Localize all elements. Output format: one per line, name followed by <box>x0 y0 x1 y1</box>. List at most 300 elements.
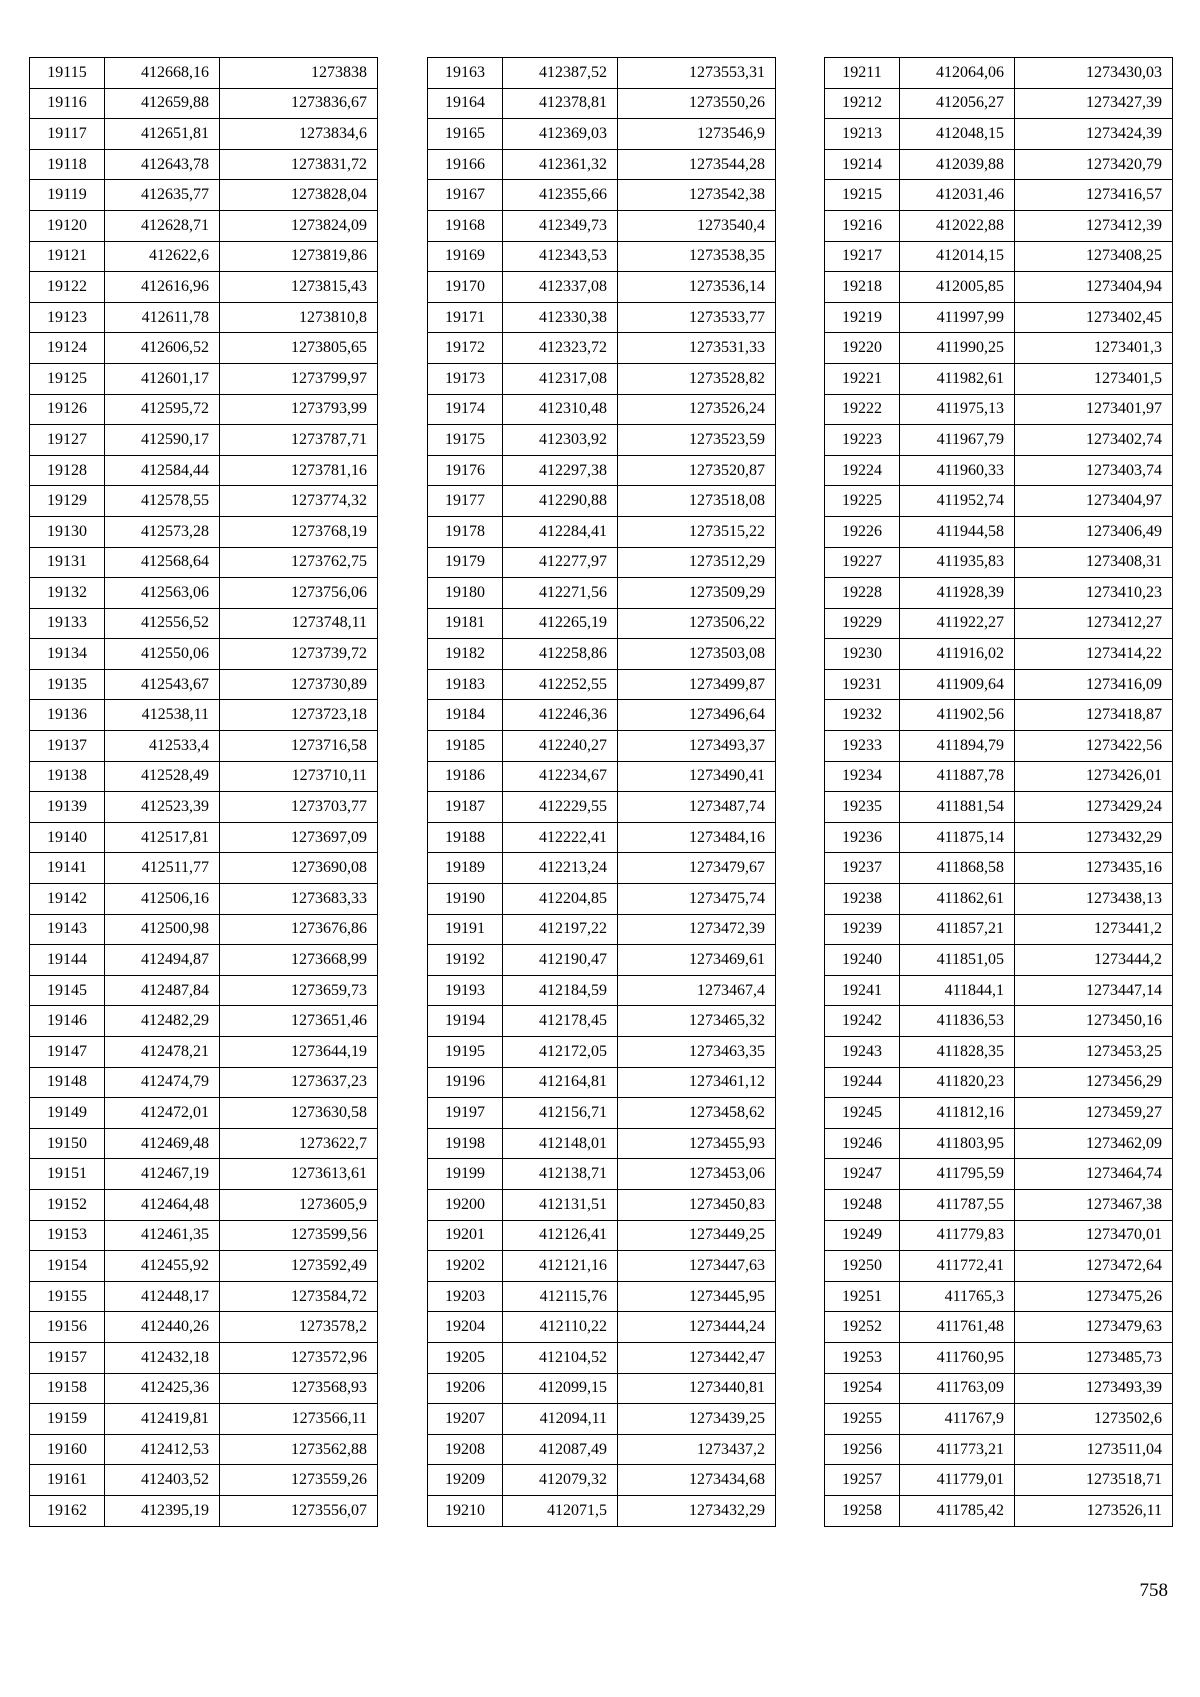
table-row <box>30 363 378 394</box>
x-coordinate-cell: 412474,79 <box>105 1067 220 1098</box>
table-row <box>428 1312 776 1343</box>
point-id-cell: 19223 <box>825 425 900 456</box>
y-coordinate-cell: 1273412,39 <box>1015 210 1173 241</box>
table-row <box>825 425 1173 456</box>
table-row <box>428 547 776 578</box>
y-coordinate-cell: 1273533,77 <box>618 302 776 333</box>
y-coordinate-cell: 1273416,09 <box>1015 669 1173 700</box>
x-coordinate-cell: 412550,06 <box>105 639 220 670</box>
table-row <box>825 1159 1173 1190</box>
x-coordinate-cell: 412584,44 <box>105 455 220 486</box>
x-coordinate-cell: 412461,35 <box>105 1220 220 1251</box>
x-coordinate-cell: 411916,02 <box>900 639 1015 670</box>
table-row <box>825 608 1173 639</box>
x-coordinate-cell: 412284,41 <box>503 516 618 547</box>
point-id-cell: 19232 <box>825 700 900 731</box>
y-coordinate-cell: 1273676,86 <box>220 914 378 945</box>
table-row <box>428 1098 776 1129</box>
table-row <box>428 1434 776 1465</box>
x-coordinate-cell: 412500,98 <box>105 914 220 945</box>
y-coordinate-cell: 1273683,33 <box>220 884 378 915</box>
table-row <box>825 1220 1173 1251</box>
table-row <box>30 1251 378 1282</box>
x-coordinate-cell: 411960,33 <box>900 455 1015 486</box>
y-coordinate-cell: 1273432,29 <box>618 1495 776 1526</box>
x-coordinate-cell: 412606,52 <box>105 333 220 364</box>
table-row <box>825 1495 1173 1526</box>
y-coordinate-cell: 1273544,28 <box>618 149 776 180</box>
y-coordinate-cell: 1273568,93 <box>220 1373 378 1404</box>
point-id-cell: 19243 <box>825 1037 900 1068</box>
table-row <box>30 1404 378 1435</box>
point-id-cell: 19208 <box>428 1434 503 1465</box>
x-coordinate-cell: 411990,25 <box>900 333 1015 364</box>
point-id-cell: 19136 <box>30 700 105 731</box>
x-coordinate-cell: 412595,72 <box>105 394 220 425</box>
point-id-cell: 19258 <box>825 1495 900 1526</box>
x-coordinate-cell: 412252,55 <box>503 669 618 700</box>
x-coordinate-cell: 412121,16 <box>503 1251 618 1282</box>
y-coordinate-cell: 1273424,39 <box>1015 119 1173 150</box>
point-id-cell: 19229 <box>825 608 900 639</box>
x-coordinate-cell: 412240,27 <box>503 731 618 762</box>
x-coordinate-cell: 412361,32 <box>503 149 618 180</box>
y-coordinate-cell: 1273406,49 <box>1015 516 1173 547</box>
table-row <box>30 608 378 639</box>
point-id-cell: 19119 <box>30 180 105 211</box>
table-row <box>30 1281 378 1312</box>
table-row <box>825 333 1173 364</box>
x-coordinate-cell: 412056,27 <box>900 88 1015 119</box>
y-coordinate-cell: 1273520,87 <box>618 455 776 486</box>
table-row <box>30 700 378 731</box>
y-coordinate-cell: 1273697,09 <box>220 822 378 853</box>
table-row <box>428 1373 776 1404</box>
point-id-cell: 19124 <box>30 333 105 364</box>
table-row <box>825 1067 1173 1098</box>
y-coordinate-cell: 1273447,63 <box>618 1251 776 1282</box>
point-id-cell: 19121 <box>30 241 105 272</box>
y-coordinate-cell: 1273605,9 <box>220 1189 378 1220</box>
table-row <box>428 1067 776 1098</box>
point-id-cell: 19217 <box>825 241 900 272</box>
y-coordinate-cell: 1273434,68 <box>618 1465 776 1496</box>
point-id-cell: 19127 <box>30 425 105 456</box>
y-coordinate-cell: 1273810,8 <box>220 302 378 333</box>
table-row <box>825 302 1173 333</box>
x-coordinate-cell: 411779,01 <box>900 1465 1015 1496</box>
y-coordinate-cell: 1273572,96 <box>220 1342 378 1373</box>
table-row <box>428 608 776 639</box>
x-coordinate-cell: 411894,79 <box>900 731 1015 762</box>
x-coordinate-cell: 412099,15 <box>503 1373 618 1404</box>
point-id-cell: 19234 <box>825 761 900 792</box>
table-row <box>825 272 1173 303</box>
table-row <box>428 578 776 609</box>
x-coordinate-cell: 411767,9 <box>900 1404 1015 1435</box>
y-coordinate-cell: 1273828,04 <box>220 180 378 211</box>
point-id-cell: 19148 <box>30 1067 105 1098</box>
point-id-cell: 19228 <box>825 578 900 609</box>
x-coordinate-cell: 412616,96 <box>105 272 220 303</box>
point-id-cell: 19126 <box>30 394 105 425</box>
table-row <box>825 394 1173 425</box>
y-coordinate-cell: 1273439,25 <box>618 1404 776 1435</box>
x-coordinate-cell: 412164,81 <box>503 1067 618 1098</box>
table-row <box>30 1189 378 1220</box>
x-coordinate-cell: 412310,48 <box>503 394 618 425</box>
y-coordinate-cell: 1273518,08 <box>618 486 776 517</box>
table-row <box>428 700 776 731</box>
table-row <box>30 149 378 180</box>
x-coordinate-cell: 412246,36 <box>503 700 618 731</box>
y-coordinate-cell: 1273523,59 <box>618 425 776 456</box>
point-id-cell: 19214 <box>825 149 900 180</box>
x-coordinate-cell: 412172,05 <box>503 1037 618 1068</box>
x-coordinate-cell: 412317,08 <box>503 363 618 394</box>
point-id-cell: 19123 <box>30 302 105 333</box>
point-id-cell: 19198 <box>428 1128 503 1159</box>
y-coordinate-cell: 1273515,22 <box>618 516 776 547</box>
y-coordinate-cell: 1273542,38 <box>618 180 776 211</box>
x-coordinate-cell: 412156,71 <box>503 1098 618 1129</box>
table-row <box>428 1342 776 1373</box>
y-coordinate-cell: 1273538,35 <box>618 241 776 272</box>
y-coordinate-cell: 1273546,9 <box>618 119 776 150</box>
y-coordinate-cell: 1273690,08 <box>220 853 378 884</box>
table-row <box>428 853 776 884</box>
table-row <box>428 241 776 272</box>
point-id-cell: 19152 <box>30 1189 105 1220</box>
point-id-cell: 19153 <box>30 1220 105 1251</box>
point-id-cell: 19170 <box>428 272 503 303</box>
table-row <box>30 639 378 670</box>
x-coordinate-cell: 412464,48 <box>105 1189 220 1220</box>
y-coordinate-cell: 1273511,04 <box>1015 1434 1173 1465</box>
table-row <box>825 1037 1173 1068</box>
y-coordinate-cell: 1273599,56 <box>220 1220 378 1251</box>
y-coordinate-cell: 1273716,58 <box>220 731 378 762</box>
point-id-cell: 19227 <box>825 547 900 578</box>
table-row <box>825 210 1173 241</box>
table-row <box>30 486 378 517</box>
x-coordinate-cell: 412115,76 <box>503 1281 618 1312</box>
y-coordinate-cell: 1273459,27 <box>1015 1098 1173 1129</box>
x-coordinate-cell: 412022,88 <box>900 210 1015 241</box>
point-id-cell: 19233 <box>825 731 900 762</box>
point-id-cell: 19147 <box>30 1037 105 1068</box>
x-coordinate-cell: 411922,27 <box>900 608 1015 639</box>
y-coordinate-cell: 1273427,39 <box>1015 88 1173 119</box>
x-coordinate-cell: 412601,17 <box>105 363 220 394</box>
table-row <box>428 914 776 945</box>
y-coordinate-cell: 1273401,3 <box>1015 333 1173 364</box>
x-coordinate-cell: 411935,83 <box>900 547 1015 578</box>
y-coordinate-cell: 1273450,83 <box>618 1189 776 1220</box>
point-id-cell: 19144 <box>30 945 105 976</box>
y-coordinate-cell: 1273710,11 <box>220 761 378 792</box>
x-coordinate-cell: 412039,88 <box>900 149 1015 180</box>
y-coordinate-cell: 1273430,03 <box>1015 58 1173 89</box>
point-id-cell: 19205 <box>428 1342 503 1373</box>
point-id-cell: 19162 <box>30 1495 105 1526</box>
point-id-cell: 19115 <box>30 58 105 89</box>
table-row <box>825 1312 1173 1343</box>
y-coordinate-cell: 1273458,62 <box>618 1098 776 1129</box>
point-id-cell: 19242 <box>825 1006 900 1037</box>
x-coordinate-cell: 412104,52 <box>503 1342 618 1373</box>
y-coordinate-cell: 1273838 <box>220 58 378 89</box>
table-row <box>825 1373 1173 1404</box>
point-id-cell: 19131 <box>30 547 105 578</box>
point-id-cell: 19251 <box>825 1281 900 1312</box>
point-id-cell: 19191 <box>428 914 503 945</box>
table-row <box>30 455 378 486</box>
y-coordinate-cell: 1273739,72 <box>220 639 378 670</box>
table-row <box>30 394 378 425</box>
point-id-cell: 19141 <box>30 853 105 884</box>
y-coordinate-cell: 1273651,46 <box>220 1006 378 1037</box>
x-coordinate-cell: 412412,53 <box>105 1434 220 1465</box>
point-id-cell: 19137 <box>30 731 105 762</box>
table-row <box>825 180 1173 211</box>
point-id-cell: 19117 <box>30 119 105 150</box>
table-row <box>825 792 1173 823</box>
y-coordinate-cell: 1273613,61 <box>220 1159 378 1190</box>
x-coordinate-cell: 412014,15 <box>900 241 1015 272</box>
y-coordinate-cell: 1273562,88 <box>220 1434 378 1465</box>
y-coordinate-cell: 1273584,72 <box>220 1281 378 1312</box>
x-coordinate-cell: 411868,58 <box>900 853 1015 884</box>
point-id-cell: 19206 <box>428 1373 503 1404</box>
table-row <box>30 1220 378 1251</box>
y-coordinate-cell: 1273499,87 <box>618 669 776 700</box>
table-row <box>428 1281 776 1312</box>
x-coordinate-cell: 412213,24 <box>503 853 618 884</box>
table-row <box>825 1404 1173 1435</box>
x-coordinate-cell: 412611,78 <box>105 302 220 333</box>
x-coordinate-cell: 411902,56 <box>900 700 1015 731</box>
table-row <box>428 119 776 150</box>
y-coordinate-cell: 1273432,29 <box>1015 822 1173 853</box>
point-id-cell: 19189 <box>428 853 503 884</box>
x-coordinate-cell: 412094,11 <box>503 1404 618 1435</box>
point-id-cell: 19255 <box>825 1404 900 1435</box>
x-coordinate-cell: 412494,87 <box>105 945 220 976</box>
x-coordinate-cell: 411761,48 <box>900 1312 1015 1343</box>
point-id-cell: 19238 <box>825 884 900 915</box>
point-id-cell: 19192 <box>428 945 503 976</box>
y-coordinate-cell: 1273668,99 <box>220 945 378 976</box>
y-coordinate-cell: 1273408,31 <box>1015 547 1173 578</box>
table-row <box>825 1006 1173 1037</box>
table-row <box>428 1159 776 1190</box>
y-coordinate-cell: 1273831,72 <box>220 149 378 180</box>
table-row <box>30 1037 378 1068</box>
point-id-cell: 19139 <box>30 792 105 823</box>
x-coordinate-cell: 411803,95 <box>900 1128 1015 1159</box>
point-id-cell: 19158 <box>30 1373 105 1404</box>
x-coordinate-cell: 412184,59 <box>503 975 618 1006</box>
point-id-cell: 19143 <box>30 914 105 945</box>
y-coordinate-cell: 1273622,7 <box>220 1128 378 1159</box>
point-id-cell: 19185 <box>428 731 503 762</box>
point-id-cell: 19226 <box>825 516 900 547</box>
table-row <box>428 363 776 394</box>
y-coordinate-cell: 1273410,23 <box>1015 578 1173 609</box>
x-coordinate-cell: 412472,01 <box>105 1098 220 1129</box>
x-coordinate-cell: 411820,23 <box>900 1067 1015 1098</box>
y-coordinate-cell: 1273730,89 <box>220 669 378 700</box>
table-row <box>30 1373 378 1404</box>
y-coordinate-cell: 1273531,33 <box>618 333 776 364</box>
table-row <box>825 363 1173 394</box>
y-coordinate-cell: 1273470,01 <box>1015 1220 1173 1251</box>
y-coordinate-cell: 1273566,11 <box>220 1404 378 1435</box>
table-row <box>30 180 378 211</box>
point-id-cell: 19246 <box>825 1128 900 1159</box>
y-coordinate-cell: 1273503,08 <box>618 639 776 670</box>
table-row <box>428 1189 776 1220</box>
table-row <box>30 241 378 272</box>
table-row <box>30 425 378 456</box>
x-coordinate-cell: 412556,52 <box>105 608 220 639</box>
x-coordinate-cell: 411862,61 <box>900 884 1015 915</box>
point-id-cell: 19235 <box>825 792 900 823</box>
x-coordinate-cell: 412643,78 <box>105 149 220 180</box>
y-coordinate-cell: 1273834,6 <box>220 119 378 150</box>
point-id-cell: 19254 <box>825 1373 900 1404</box>
y-coordinate-cell: 1273805,65 <box>220 333 378 364</box>
point-id-cell: 19230 <box>825 639 900 670</box>
table-row <box>30 669 378 700</box>
point-id-cell: 19203 <box>428 1281 503 1312</box>
table-row <box>428 272 776 303</box>
y-coordinate-cell: 1273479,67 <box>618 853 776 884</box>
point-id-cell: 19128 <box>30 455 105 486</box>
y-coordinate-cell: 1273490,41 <box>618 761 776 792</box>
point-id-cell: 19135 <box>30 669 105 700</box>
point-id-cell: 19150 <box>30 1128 105 1159</box>
x-coordinate-cell: 412506,16 <box>105 884 220 915</box>
table-row <box>825 119 1173 150</box>
table-row <box>428 1495 776 1526</box>
table-row <box>825 975 1173 1006</box>
y-coordinate-cell: 1273441,2 <box>1015 914 1173 945</box>
point-id-cell: 19161 <box>30 1465 105 1496</box>
x-coordinate-cell: 412138,71 <box>503 1159 618 1190</box>
point-id-cell: 19129 <box>30 486 105 517</box>
y-coordinate-cell: 1273445,95 <box>618 1281 776 1312</box>
table-row <box>825 578 1173 609</box>
x-coordinate-cell: 412432,18 <box>105 1342 220 1373</box>
point-id-cell: 19249 <box>825 1220 900 1251</box>
x-coordinate-cell: 412297,38 <box>503 455 618 486</box>
y-coordinate-cell: 1273815,43 <box>220 272 378 303</box>
y-coordinate-cell: 1273402,45 <box>1015 302 1173 333</box>
x-coordinate-cell: 411909,64 <box>900 669 1015 700</box>
x-coordinate-cell: 412419,81 <box>105 1404 220 1435</box>
table-row <box>428 792 776 823</box>
x-coordinate-cell: 412222,41 <box>503 822 618 853</box>
x-coordinate-cell: 412568,64 <box>105 547 220 578</box>
x-coordinate-cell: 412337,08 <box>503 272 618 303</box>
y-coordinate-cell: 1273414,22 <box>1015 639 1173 670</box>
x-coordinate-cell: 412190,47 <box>503 945 618 976</box>
x-coordinate-cell: 411944,58 <box>900 516 1015 547</box>
y-coordinate-cell: 1273659,73 <box>220 975 378 1006</box>
x-coordinate-cell: 411857,21 <box>900 914 1015 945</box>
point-id-cell: 19201 <box>428 1220 503 1251</box>
y-coordinate-cell: 1273793,99 <box>220 394 378 425</box>
table-row <box>428 1128 776 1159</box>
table-row <box>30 1465 378 1496</box>
table-row <box>30 516 378 547</box>
x-coordinate-cell: 412148,01 <box>503 1128 618 1159</box>
table-row <box>825 1098 1173 1129</box>
table-row <box>428 1404 776 1435</box>
x-coordinate-cell: 412517,81 <box>105 822 220 853</box>
page-number: 758 <box>1139 1580 1168 1601</box>
y-coordinate-cell: 1273824,09 <box>220 210 378 241</box>
table-row <box>428 1465 776 1496</box>
y-coordinate-cell: 1273526,24 <box>618 394 776 425</box>
y-coordinate-cell: 1273518,71 <box>1015 1465 1173 1496</box>
y-coordinate-cell: 1273426,01 <box>1015 761 1173 792</box>
table-row <box>825 1281 1173 1312</box>
point-id-cell: 19166 <box>428 149 503 180</box>
y-coordinate-cell: 1273444,2 <box>1015 945 1173 976</box>
x-coordinate-cell: 411851,05 <box>900 945 1015 976</box>
point-id-cell: 19256 <box>825 1434 900 1465</box>
table-row <box>30 792 378 823</box>
table-row <box>825 1434 1173 1465</box>
y-coordinate-cell: 1273487,74 <box>618 792 776 823</box>
y-coordinate-cell: 1273440,81 <box>618 1373 776 1404</box>
table-row <box>825 241 1173 272</box>
table-row <box>825 1342 1173 1373</box>
y-coordinate-cell: 1273475,26 <box>1015 1281 1173 1312</box>
table-row <box>30 333 378 364</box>
table-row <box>30 1312 378 1343</box>
y-coordinate-cell: 1273453,25 <box>1015 1037 1173 1068</box>
table-row <box>428 333 776 364</box>
x-coordinate-cell: 411787,55 <box>900 1189 1015 1220</box>
point-id-cell: 19172 <box>428 333 503 364</box>
table-row <box>428 58 776 89</box>
table-row <box>30 853 378 884</box>
y-coordinate-cell: 1273762,75 <box>220 547 378 578</box>
y-coordinate-cell: 1273540,4 <box>618 210 776 241</box>
x-coordinate-cell: 411928,39 <box>900 578 1015 609</box>
table-row <box>428 1220 776 1251</box>
table-row <box>428 516 776 547</box>
point-id-cell: 19215 <box>825 180 900 211</box>
table-row <box>428 884 776 915</box>
point-id-cell: 19200 <box>428 1189 503 1220</box>
table-row <box>825 547 1173 578</box>
point-id-cell: 19190 <box>428 884 503 915</box>
y-coordinate-cell: 1273450,16 <box>1015 1006 1173 1037</box>
x-coordinate-cell: 412126,41 <box>503 1220 618 1251</box>
x-coordinate-cell: 412079,32 <box>503 1465 618 1496</box>
table-row <box>30 914 378 945</box>
y-coordinate-cell: 1273463,35 <box>618 1037 776 1068</box>
point-id-cell: 19209 <box>428 1465 503 1496</box>
y-coordinate-cell: 1273455,93 <box>618 1128 776 1159</box>
x-coordinate-cell: 412005,85 <box>900 272 1015 303</box>
y-coordinate-cell: 1273401,97 <box>1015 394 1173 425</box>
